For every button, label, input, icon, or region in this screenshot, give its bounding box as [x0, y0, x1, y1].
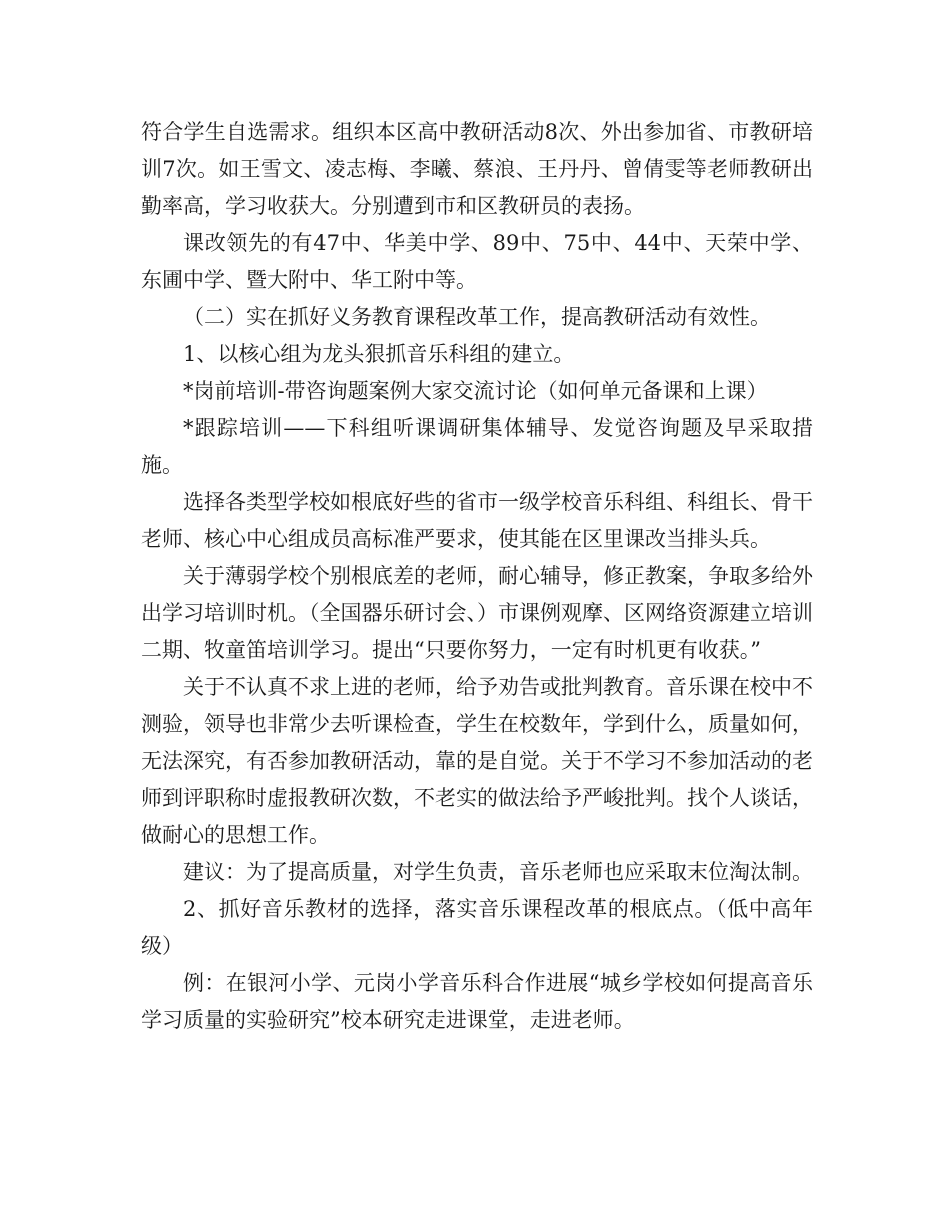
- paragraph-11: 2、抓好音乐教材的选择，落实音乐课程改革的根底点。（低中高年级）: [141, 897, 813, 958]
- paragraph-5: *岗前培训-带咨询题案例大家交流讨论（如何单元备课和上课）: [183, 379, 768, 403]
- paragraph-8: 关于薄弱学校个别根底差的老师，耐心辅导，修正教案，争取多给外出学习培训时机。（全国器乐研讨会、）市课例观摩、区网络资源建立培训二期、牧童笛培训学习。提出“只要你努力，一定有时机更有收获。”: [141, 564, 813, 662]
- paragraph-3: （二）实在抓好义务教育课程改革工作，提高教研活动有效性。: [183, 305, 771, 329]
- paragraph-1: 符合学生自选需求。组织本区高中教研活动8次、外出参加省、市教研培训7次。如王雪文、凌志梅、李曦、蔡浪、王丹丹、曾倩雯等老师教研出勤率高，学习收获大。分别遭到市和区教研员的表扬。: [141, 120, 813, 218]
- document-body: [141, 114, 813, 1039]
- paragraph-10: 建议：为了提高质量，对学生负责，音乐老师也应采取末位淘汰制。: [183, 860, 813, 884]
- paragraph-12: 例：在银河小学、元岗小学音乐科合作进展“城乡学校如何提高音乐学习质量的实验研究”校本研究走进课堂，走进老师。: [141, 971, 813, 1032]
- paragraph-6: *跟踪培训——下科组听课调研集体辅导、发觉咨询题及早采取措施。: [141, 416, 813, 477]
- paragraph-9: 关于不认真不求上进的老师，给予劝告或批判教育。音乐课在校中不测验，领导也非常少去听课检查，学生在校数年，学到什么，质量如何，无法深究，有否参加教研活动，靠的是自觉。关于不学习不参加活动的老师到评职称时虚报教研次数，不老实的做法给予严峻批判。找个人谈话，做耐心的思想工作。: [141, 675, 813, 847]
- paragraph-4: 1、以核心组为龙头狠抓音乐科组的建立。: [183, 342, 575, 366]
- paragraph-7: 选择各类型学校如根底好些的省市一级学校音乐科组、科组长、骨干老师、核心中心组成员高标准严要求，使其能在区里课改当排头兵。: [141, 490, 813, 551]
- paragraph-2: 课改领先的有47中、华美中学、89中、75中、44中、天荣中学、东圃中学、暨大附中、华工附中等。: [141, 231, 813, 292]
